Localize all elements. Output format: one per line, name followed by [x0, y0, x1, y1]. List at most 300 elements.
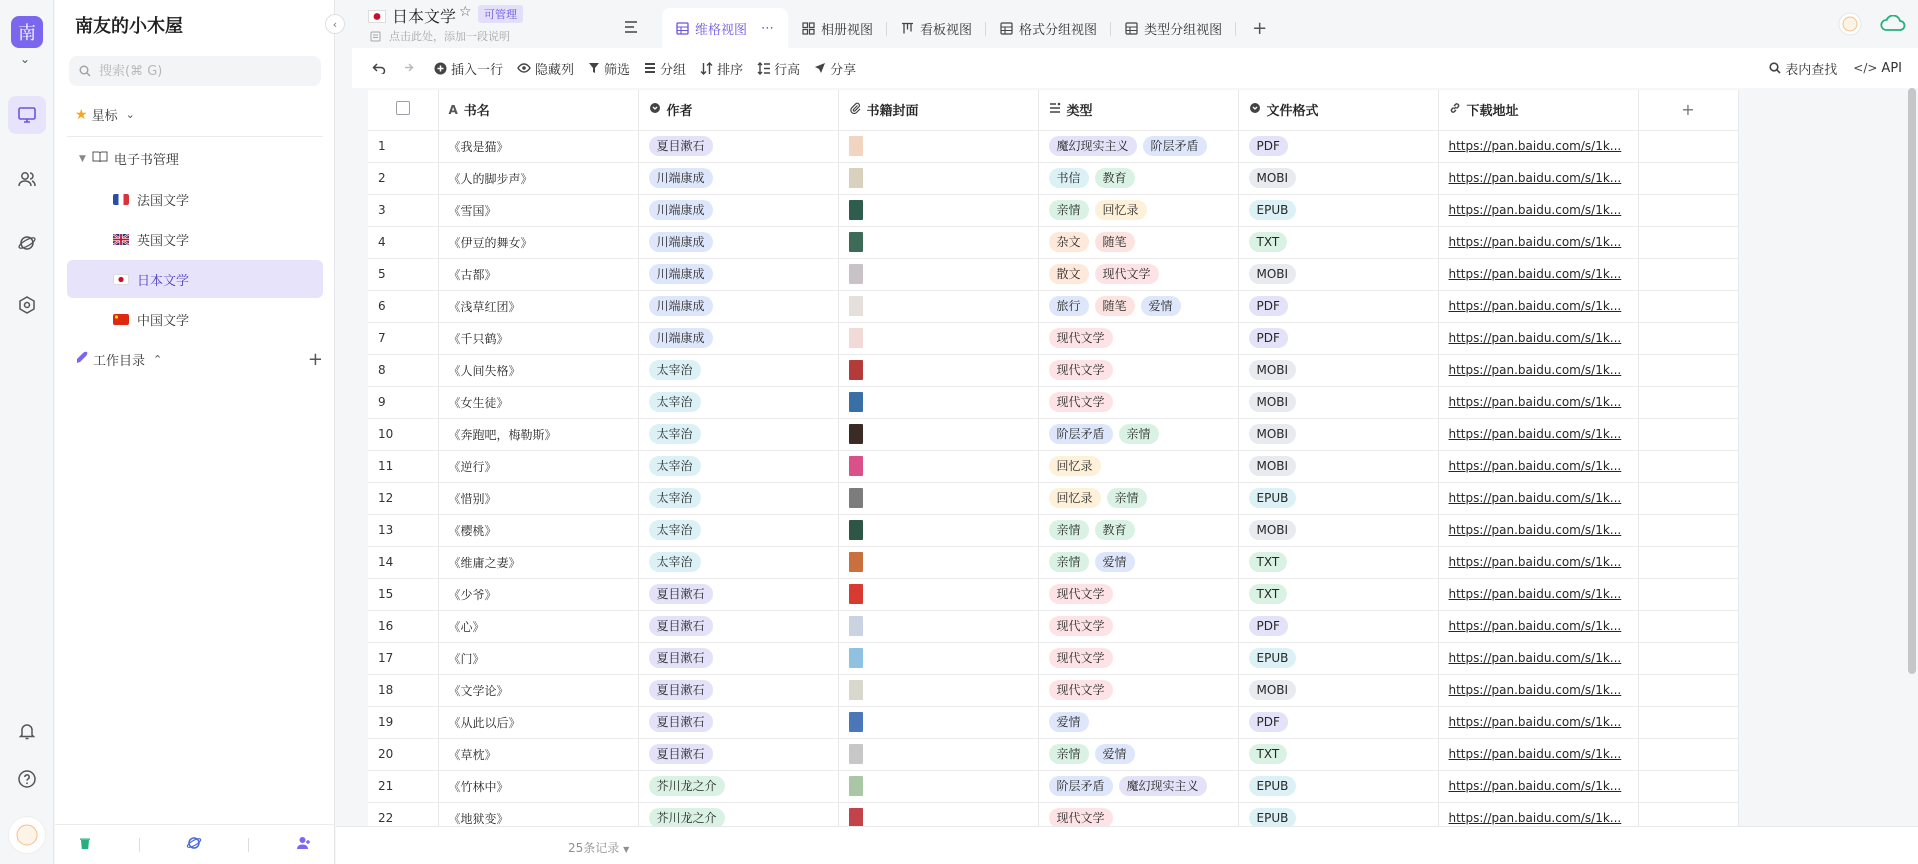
cell-download-link — [1438, 194, 1638, 226]
type-tag: 阶层矛盾 — [1049, 776, 1113, 796]
cell-book-name[interactable]: 《伊豆的舞女》 — [438, 226, 638, 258]
cell-empty — [1638, 482, 1738, 514]
book-cover-thumbnail[interactable] — [849, 744, 863, 764]
cell-format[interactable] — [1238, 162, 1438, 194]
download-link[interactable]: https://pan.baidu.com/s/1k... — [1448, 427, 1622, 441]
cell-format[interactable] — [1238, 194, 1438, 226]
search-box[interactable] — [69, 56, 321, 86]
invite-member-icon[interactable] — [296, 835, 312, 855]
datasheet-title[interactable]: 日本文学 — [392, 7, 457, 26]
user-avatar[interactable] — [8, 816, 46, 854]
cell-author[interactable] — [638, 322, 838, 354]
download-link[interactable]: https://pan.baidu.com/s/1k... — [1448, 363, 1622, 377]
author-tag: 太宰治 — [649, 424, 701, 444]
download-link[interactable]: https://pan.baidu.com/s/1k... — [1448, 171, 1622, 185]
cell-cover[interactable] — [838, 418, 1038, 450]
book-cover-thumbnail[interactable] — [849, 360, 863, 380]
cell-book-name[interactable]: 《女生徒》 — [438, 386, 638, 418]
cell-type[interactable] — [1038, 450, 1238, 482]
sort-button[interactable] — [700, 59, 743, 78]
row-index: 9 — [368, 386, 438, 418]
star-outline-icon[interactable]: ☆ — [459, 4, 472, 20]
add-column-button[interactable]: + — [1638, 90, 1738, 130]
download-link[interactable]: https://pan.baidu.com/s/1k... — [1448, 203, 1622, 217]
cell-empty — [1638, 162, 1738, 194]
tab-label: 格式分组视图 — [1019, 22, 1098, 38]
table-row[interactable] — [368, 610, 1738, 642]
api-button[interactable] — [1853, 59, 1902, 78]
book-cover-thumbnail[interactable] — [849, 712, 863, 732]
cell-type[interactable] — [1038, 610, 1238, 642]
table-row[interactable] — [368, 482, 1738, 514]
type-tag: 现代文学 — [1049, 648, 1113, 668]
cell-book-name[interactable]: 《心》 — [438, 610, 638, 642]
row-height-button[interactable] — [757, 59, 800, 78]
cell-type[interactable] — [1038, 322, 1238, 354]
tree-folder-ebooks[interactable] — [75, 149, 179, 168]
caret-down-icon: ▼ — [79, 153, 86, 164]
book-cover-thumbnail[interactable] — [849, 168, 863, 188]
book-cover-thumbnail[interactable] — [849, 808, 863, 828]
format-tag: EPUB — [1249, 200, 1297, 220]
code-icon: </> — [1853, 61, 1878, 75]
book-cover-thumbnail[interactable] — [849, 296, 863, 316]
cell-book-name[interactable]: 《逆行》 — [438, 450, 638, 482]
format-tag: MOBI — [1249, 456, 1297, 476]
cell-cover[interactable] — [838, 226, 1038, 258]
cell-author[interactable] — [638, 706, 838, 738]
cell-author[interactable] — [638, 578, 838, 610]
cell-book-name[interactable]: 《浅草红团》 — [438, 290, 638, 322]
tab-grid-view[interactable] — [662, 8, 788, 48]
author-tag: 夏目漱石 — [649, 136, 713, 156]
book-cover-thumbnail[interactable] — [849, 392, 863, 412]
download-link[interactable]: https://pan.baidu.com/s/1k... — [1448, 235, 1622, 249]
cell-format[interactable] — [1238, 610, 1438, 642]
format-tag: TXT — [1249, 232, 1288, 252]
cell-format[interactable] — [1238, 386, 1438, 418]
cell-empty — [1638, 738, 1738, 770]
share-button[interactable] — [814, 59, 856, 78]
cell-format[interactable] — [1238, 482, 1438, 514]
table-row[interactable] — [368, 674, 1738, 706]
user-avatar-icon[interactable] — [1838, 12, 1862, 40]
cell-format[interactable] — [1238, 578, 1438, 610]
table-row[interactable] — [368, 706, 1738, 738]
cell-author[interactable] — [638, 226, 838, 258]
members-icon[interactable] — [8, 160, 46, 198]
cell-cover[interactable] — [838, 322, 1038, 354]
book-cover-thumbnail[interactable] — [849, 488, 863, 508]
cell-author[interactable] — [638, 482, 838, 514]
cell-book-name[interactable]: 《草枕》 — [438, 738, 638, 770]
tab-gallery-view[interactable] — [788, 8, 887, 48]
cell-author[interactable] — [638, 130, 838, 162]
cell-type[interactable] — [1038, 514, 1238, 546]
type-tag: 旅行 — [1049, 296, 1089, 316]
cell-type[interactable] — [1038, 354, 1238, 386]
cell-cover[interactable] — [838, 290, 1038, 322]
cell-format[interactable] — [1238, 770, 1438, 802]
cell-author[interactable] — [638, 642, 838, 674]
explore-icon[interactable] — [8, 224, 46, 262]
cell-type[interactable] — [1038, 386, 1238, 418]
description-field[interactable] — [370, 28, 510, 44]
cell-empty — [1638, 386, 1738, 418]
cell-author[interactable] — [638, 514, 838, 546]
toolbar-right — [1769, 59, 1902, 78]
table-row[interactable] — [368, 418, 1738, 450]
sidebar-item-english[interactable] — [55, 220, 323, 258]
cell-format[interactable] — [1238, 674, 1438, 706]
download-link[interactable]: https://pan.baidu.com/s/1k... — [1448, 619, 1622, 633]
tab-type-group-view[interactable] — [1111, 8, 1236, 48]
book-cover-thumbnail[interactable] — [849, 680, 863, 700]
table-row[interactable] — [368, 226, 1738, 258]
undo-button[interactable] — [372, 62, 386, 74]
cell-format[interactable] — [1238, 706, 1438, 738]
caret-down-icon[interactable]: ▼ — [623, 845, 630, 854]
chevron-down-icon[interactable]: ⌄ — [20, 52, 31, 66]
more-icon[interactable]: ⋯ — [761, 20, 775, 36]
starred-label: 星标 — [91, 109, 118, 124]
cell-author[interactable] — [638, 258, 838, 290]
cell-format[interactable] — [1238, 354, 1438, 386]
cell-cover[interactable] — [838, 546, 1038, 578]
star-icon: ★ — [75, 106, 88, 123]
cell-type[interactable] — [1038, 482, 1238, 514]
attachment-icon — [849, 102, 861, 118]
cell-format[interactable] — [1238, 514, 1438, 546]
cell-format[interactable] — [1238, 450, 1438, 482]
book-cover-thumbnail[interactable] — [849, 200, 863, 220]
author-tag: 太宰治 — [649, 456, 701, 476]
table-row[interactable] — [368, 290, 1738, 322]
sidebar-item-label: 法国文学 — [137, 193, 190, 209]
cell-cover[interactable] — [838, 162, 1038, 194]
book-cover-thumbnail[interactable] — [849, 328, 863, 348]
workspace-avatar[interactable]: 南 — [11, 16, 43, 48]
cell-author[interactable] — [638, 546, 838, 578]
cell-cover[interactable] — [838, 386, 1038, 418]
author-tag: 夏目漱石 — [649, 648, 713, 668]
format-tag: MOBI — [1249, 168, 1297, 188]
cell-empty — [1638, 770, 1738, 802]
book-cover-thumbnail[interactable] — [849, 136, 863, 156]
cell-type[interactable] — [1038, 418, 1238, 450]
cell-cover[interactable] — [838, 674, 1038, 706]
select-all-checkbox[interactable] — [396, 101, 410, 115]
trash-icon[interactable] — [78, 835, 92, 854]
cell-download-link — [1438, 418, 1638, 450]
author-tag: 太宰治 — [649, 488, 701, 508]
top-right-icons — [1838, 12, 1906, 40]
permission-badge[interactable]: 可管理 — [478, 5, 523, 23]
table-row[interactable] — [368, 194, 1738, 226]
cell-cover[interactable] — [838, 738, 1038, 770]
table-row[interactable] — [368, 386, 1738, 418]
find-in-table-button[interactable] — [1769, 59, 1837, 78]
tab-format-group-view[interactable] — [986, 8, 1111, 48]
cell-empty — [1638, 674, 1738, 706]
tab-label: 维格视图 — [695, 22, 748, 38]
book-icon — [92, 151, 108, 167]
table-row[interactable] — [368, 642, 1738, 674]
download-link[interactable]: https://pan.baidu.com/s/1k... — [1448, 139, 1622, 153]
book-cover-thumbnail[interactable] — [849, 776, 863, 796]
table-row[interactable] — [368, 514, 1738, 546]
cell-book-name[interactable]: 《人间失格》 — [438, 354, 638, 386]
cell-cover[interactable] — [838, 642, 1038, 674]
cell-author[interactable] — [638, 290, 838, 322]
cell-book-name[interactable]: 《千只鹤》 — [438, 322, 638, 354]
cell-book-name[interactable]: 《竹林中》 — [438, 770, 638, 802]
tab-label: 看板视图 — [920, 22, 973, 38]
book-cover-thumbnail[interactable] — [849, 264, 863, 284]
cell-format[interactable] — [1238, 226, 1438, 258]
column-label: 下载地址 — [1466, 104, 1519, 120]
column-header-cover[interactable] — [838, 90, 1038, 130]
select-all-cell[interactable] — [368, 90, 438, 130]
search-input[interactable] — [99, 64, 299, 79]
table-row[interactable] — [368, 450, 1738, 482]
type-tag: 现代文学 — [1049, 680, 1113, 700]
sidebar — [55, 0, 338, 864]
cell-cover[interactable] — [838, 258, 1038, 290]
cell-book-name[interactable]: 《文学论》 — [438, 674, 638, 706]
flag-jp-icon — [113, 274, 129, 285]
book-cover-thumbnail[interactable] — [849, 456, 863, 476]
cell-format[interactable] — [1238, 258, 1438, 290]
cell-author[interactable] — [638, 738, 838, 770]
cell-book-name[interactable]: 《门》 — [438, 642, 638, 674]
column-label: 作者 — [666, 104, 693, 120]
search-icon — [1769, 62, 1781, 74]
download-link[interactable]: https://pan.baidu.com/s/1k... — [1448, 459, 1622, 473]
settings-icon[interactable] — [8, 286, 46, 324]
author-tag: 太宰治 — [649, 392, 701, 412]
download-link[interactable]: https://pan.baidu.com/s/1k... — [1448, 747, 1622, 761]
download-link[interactable]: https://pan.baidu.com/s/1k... — [1448, 523, 1622, 537]
cell-author[interactable] — [638, 770, 838, 802]
column-header-name[interactable] — [438, 90, 638, 130]
row-index: 5 — [368, 258, 438, 290]
author-tag: 夏目漱石 — [649, 712, 713, 732]
cell-book-name[interactable]: 《惜别》 — [438, 482, 638, 514]
cell-type[interactable] — [1038, 130, 1238, 162]
row-index: 12 — [368, 482, 438, 514]
cell-type[interactable] — [1038, 642, 1238, 674]
author-tag: 太宰治 — [649, 360, 701, 380]
download-link[interactable]: https://pan.baidu.com/s/1k... — [1448, 779, 1622, 793]
row-index: 11 — [368, 450, 438, 482]
cell-cover[interactable] — [838, 194, 1038, 226]
share-icon — [814, 62, 826, 74]
author-tag: 川端康成 — [649, 296, 713, 316]
cell-author[interactable] — [638, 162, 838, 194]
cell-type[interactable] — [1038, 578, 1238, 610]
cloud-sync-icon[interactable] — [1880, 15, 1906, 37]
table-row[interactable] — [368, 258, 1738, 290]
cell-format[interactable] — [1238, 130, 1438, 162]
flag-cn-icon — [113, 314, 129, 325]
format-tag: EPUB — [1249, 648, 1297, 668]
cell-cover[interactable] — [838, 450, 1038, 482]
column-header-format[interactable] — [1238, 90, 1438, 130]
book-cover-thumbnail[interactable] — [849, 616, 863, 636]
download-link[interactable]: https://pan.baidu.com/s/1k... — [1448, 395, 1622, 409]
download-link[interactable]: https://pan.baidu.com/s/1k... — [1448, 811, 1622, 825]
cell-book-name[interactable]: 《地狱变》 — [438, 802, 638, 834]
download-link[interactable]: https://pan.baidu.com/s/1k... — [1448, 331, 1622, 345]
download-link[interactable]: https://pan.baidu.com/s/1k... — [1448, 267, 1622, 281]
help-icon[interactable] — [8, 760, 46, 798]
cell-cover[interactable] — [838, 610, 1038, 642]
starred-section[interactable] — [75, 105, 135, 124]
book-cover-thumbnail[interactable] — [849, 648, 863, 668]
table-row[interactable] — [368, 738, 1738, 770]
cell-type[interactable] — [1038, 258, 1238, 290]
sidebar-item-chinese[interactable] — [55, 300, 323, 338]
table-row[interactable] — [368, 322, 1738, 354]
cell-type[interactable] — [1038, 674, 1238, 706]
cell-author[interactable] — [638, 386, 838, 418]
book-cover-thumbnail[interactable] — [849, 584, 863, 604]
redo-icon — [400, 62, 414, 74]
cell-author[interactable] — [638, 418, 838, 450]
cell-type[interactable] — [1038, 770, 1238, 802]
download-link[interactable]: https://pan.baidu.com/s/1k... — [1448, 683, 1622, 697]
cell-type[interactable] — [1038, 290, 1238, 322]
table-row[interactable] — [368, 578, 1738, 610]
flag-fr-icon — [113, 194, 129, 205]
group-button[interactable] — [644, 59, 686, 78]
grid-view-icon — [1000, 22, 1013, 35]
table-row[interactable] — [368, 354, 1738, 386]
cell-cover[interactable] — [838, 514, 1038, 546]
cell-type[interactable] — [1038, 546, 1238, 578]
add-node-button[interactable]: + — [307, 349, 323, 370]
cell-type[interactable] — [1038, 226, 1238, 258]
download-link[interactable]: https://pan.baidu.com/s/1k... — [1448, 651, 1622, 665]
cell-format[interactable] — [1238, 322, 1438, 354]
chevron-up-icon: ⌃ — [153, 353, 163, 366]
work-directory-section[interactable] — [75, 350, 323, 369]
search-icon — [79, 65, 91, 77]
cell-type[interactable] — [1038, 738, 1238, 770]
type-tag: 亲情 — [1049, 552, 1089, 572]
bell-icon[interactable] — [8, 712, 46, 750]
cell-cover[interactable] — [838, 770, 1038, 802]
book-cover-thumbnail[interactable] — [849, 520, 863, 540]
book-cover-thumbnail[interactable] — [849, 232, 863, 252]
cell-cover[interactable] — [838, 354, 1038, 386]
book-cover-thumbnail[interactable] — [849, 424, 863, 444]
cell-empty — [1638, 226, 1738, 258]
download-link[interactable]: https://pan.baidu.com/s/1k... — [1448, 555, 1622, 569]
cell-author[interactable] — [638, 610, 838, 642]
table-row[interactable] — [368, 130, 1738, 162]
cell-format[interactable] — [1238, 642, 1438, 674]
type-tag: 魔幻现实主义 — [1049, 136, 1137, 156]
cell-format[interactable] — [1238, 546, 1438, 578]
column-header-type[interactable] — [1038, 90, 1238, 130]
tab-kanban-view[interactable] — [887, 8, 986, 48]
insert-row-button[interactable] — [434, 59, 503, 78]
cell-book-name[interactable]: 《古都》 — [438, 258, 638, 290]
cell-author[interactable] — [638, 450, 838, 482]
redo-button[interactable] — [400, 62, 414, 74]
cell-author[interactable] — [638, 354, 838, 386]
vertical-scrollbar[interactable] — [1908, 88, 1916, 674]
cell-format[interactable] — [1238, 290, 1438, 322]
cell-book-name[interactable]: 《雪国》 — [438, 194, 638, 226]
cell-book-name[interactable]: 《我是猫》 — [438, 130, 638, 162]
cell-cover[interactable] — [838, 482, 1038, 514]
row-height-icon — [757, 62, 770, 75]
cell-download-link — [1438, 610, 1638, 642]
cell-book-name[interactable]: 《人的脚步声》 — [438, 162, 638, 194]
template-icon[interactable] — [186, 835, 202, 855]
row-index: 20 — [368, 738, 438, 770]
cell-cover[interactable] — [838, 706, 1038, 738]
cell-cover[interactable] — [838, 130, 1038, 162]
cell-download-link — [1438, 386, 1638, 418]
cell-type[interactable] — [1038, 162, 1238, 194]
hide-columns-button[interactable] — [517, 59, 574, 78]
table-row[interactable] — [368, 162, 1738, 194]
cell-format[interactable] — [1238, 738, 1438, 770]
cell-download-link — [1438, 706, 1638, 738]
download-link[interactable]: https://pan.baidu.com/s/1k... — [1448, 587, 1622, 601]
sidebar-item-japanese[interactable] — [67, 260, 323, 298]
cell-book-name[interactable]: 《从此以后》 — [438, 706, 638, 738]
download-link[interactable]: https://pan.baidu.com/s/1k... — [1448, 715, 1622, 729]
cell-book-name[interactable]: 《维庸之妻》 — [438, 546, 638, 578]
filter-button[interactable] — [588, 59, 630, 78]
cell-type[interactable] — [1038, 194, 1238, 226]
filter-icon — [588, 62, 600, 74]
cell-book-name[interactable]: 《樱桃》 — [438, 514, 638, 546]
type-tag: 爱情 — [1049, 712, 1089, 732]
download-link[interactable]: https://pan.baidu.com/s/1k... — [1448, 299, 1622, 313]
sidebar-item-french[interactable] — [55, 180, 323, 218]
collapse-sidebar-button[interactable]: ‹ — [325, 14, 345, 34]
column-header-link[interactable] — [1438, 90, 1638, 130]
table-row[interactable] — [368, 546, 1738, 578]
format-tag: PDF — [1249, 328, 1288, 348]
cell-format[interactable] — [1238, 418, 1438, 450]
cell-empty — [1638, 130, 1738, 162]
format-tag: TXT — [1249, 584, 1288, 604]
add-view-button[interactable]: + — [1252, 17, 1268, 39]
download-link[interactable]: https://pan.baidu.com/s/1k... — [1448, 491, 1622, 505]
cell-book-name[interactable]: 《奔跑吧，梅勒斯》 — [438, 418, 638, 450]
cell-cover[interactable] — [838, 578, 1038, 610]
cell-book-name[interactable]: 《少爷》 — [438, 578, 638, 610]
cell-type[interactable] — [1038, 706, 1238, 738]
cell-author[interactable] — [638, 674, 838, 706]
workbench-icon[interactable] — [8, 96, 46, 134]
book-cover-thumbnail[interactable] — [849, 552, 863, 572]
format-tag: TXT — [1249, 744, 1288, 764]
format-tag: PDF — [1249, 616, 1288, 636]
cell-author[interactable] — [638, 194, 838, 226]
flag-uk-icon — [113, 234, 129, 245]
column-header-author[interactable] — [638, 90, 838, 130]
menu-icon[interactable] — [624, 18, 638, 37]
table-row[interactable] — [368, 770, 1738, 802]
